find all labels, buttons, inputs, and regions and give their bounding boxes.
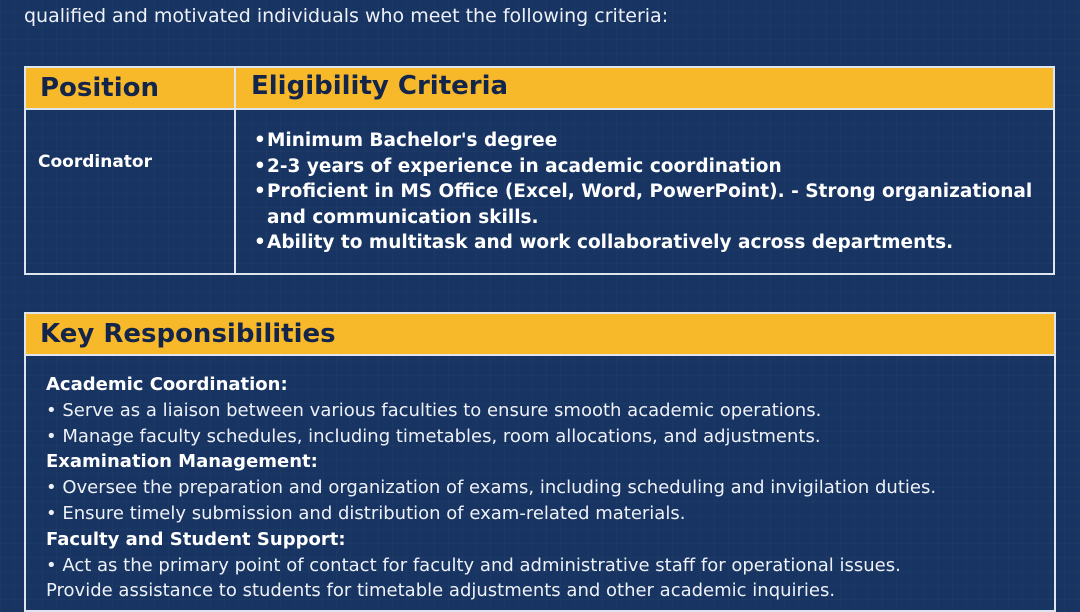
criteria-item: • 2-3 years of experience in academic coordination [252, 154, 1042, 180]
responsibilities-title: Key Responsibilities [40, 319, 336, 349]
position-cell: Coordinator [38, 152, 152, 172]
criteria-item: • Minimum Bachelor's degree [252, 128, 1042, 154]
section-heading: Examination Management: [46, 451, 318, 473]
intro-text [24, 0, 1064, 32]
criteria-list [252, 128, 1042, 256]
criteria-column-header: Eligibility Criteria [251, 71, 509, 101]
responsibility-item: • Manage faculty schedules, including timetables, room allocations, and adjustments. [46, 425, 821, 447]
position-column-header: Position [40, 73, 160, 103]
column-divider [234, 68, 236, 273]
responsibilities-box [24, 312, 1056, 612]
intro-line: qualified and motivated individuals who meet the following criteria: [24, 5, 669, 27]
criteria-item: • Ability to multitask and work collaboratively across departments. [252, 230, 1042, 256]
responsibility-item: Provide assistance to students for timetable adjustments and other academic inquiries. [46, 580, 836, 602]
responsibility-item: • Act as the primary point of contact for faculty and administrative staff for operational issues. [46, 554, 901, 576]
responsibility-item: • Serve as a liaison between various faculties to ensure smooth academic operations. [46, 399, 822, 421]
section-heading: Faculty and Student Support: [46, 528, 346, 550]
eligibility-table-header [26, 68, 1053, 110]
responsibilities-body [46, 372, 1036, 604]
eligibility-table [24, 66, 1055, 275]
responsibility-item: • Oversee the preparation and organization of exams, including scheduling and invigilation duties. [46, 477, 937, 499]
section-heading: Academic Coordination: [46, 374, 288, 395]
responsibility-item: • Ensure timely submission and distribution of exam-related materials. [46, 502, 686, 524]
criteria-item: • Proficient in MS Office (Excel, Word, PowerPoint). - Strong organizational and communication skills. [252, 179, 1042, 230]
responsibilities-header [26, 314, 1054, 356]
